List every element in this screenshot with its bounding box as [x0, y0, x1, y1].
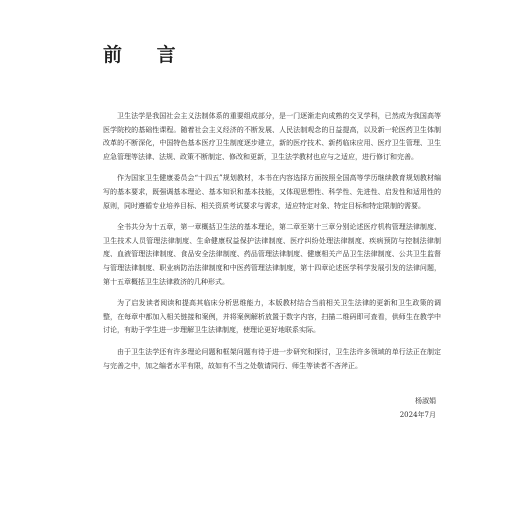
author-name: 杨淑娟 [415, 397, 436, 405]
preface-body [103, 110, 441, 381]
paragraph-1: 卫生法学是我国社会主义法制体系的重要组成部分，是一门逐渐走向成熟的交叉学科，已然成为我国高等医学院校的基础性课程。随着社会主义经济的不断发展、人民法制观念的日益提高，以及新一轮医药卫生体制改革的不断深化，中国特色基本医疗卫生制度逐步建立，新的医疗技术、新药临床应用、医疗卫生管理、卫生应急管理等法律、法规、政策不断制定、修改和更新，卫生法学教材也应与之适应，进行修订和完善。 [103, 112, 441, 161]
paragraph-4: 为了启发读者阅读和提高其临床分析思维能力，本版教材结合当前相关卫生法律的更新和卫生政策的调整，在每章中都加入相关链接和案例，并将案例解析放置于数字内容，扫描二维码即可查看，供师生在教学中讨论，有助于学生进一步理解卫生法律制度，使理论更好地联系实际。 [103, 299, 441, 335]
date-line: 2024年7月 [399, 411, 436, 419]
paragraph-3: 全书共分为十五章，第一章概括卫生法的基本理论，第二章至第十三章分别论述医疗机构管理法律制度、卫生技术人员管理法律制度、生命健康权益保护法律制度、医疗纠纷处理法律制度、疾病预防与控制法律制度、血液管理法律制度、食品安全法律制度、药品管理法律制度、健康相关产品卫生法律制度、公共卫生监督与管理法律制度、职业病防治法律制度和中医药管理法律制度，第十四章论述医学科学发展引发的法律问题，第十五章概括卫生法律救济的几种形式。 [103, 223, 441, 286]
paragraph-2: 作为国家卫生健康委员会“十四五”规划教材，本书在内容选择方面按照全国高等学历继续教育规划教材编写的基本要求，既强调基本理论、基本知识和基本技能，又体现思想性、科学性、先进性、启发性和适用性的原则，同时遵循专业培养目标、相关资质考试要求与需求，适应特定对象、特定目标和特定限制的需要。 [103, 174, 441, 210]
page-title: 前 言 [103, 44, 190, 66]
paragraph-5: 由于卫生法学还有许多理论问题和框架问题有待于进一步研究和探讨，卫生法许多领域的单行法正在制定与完善之中，加之编者水平有限，故如有不当之处敬请同行、师生等读者不吝斧正。 [103, 347, 441, 370]
signature-block [400, 394, 436, 422]
